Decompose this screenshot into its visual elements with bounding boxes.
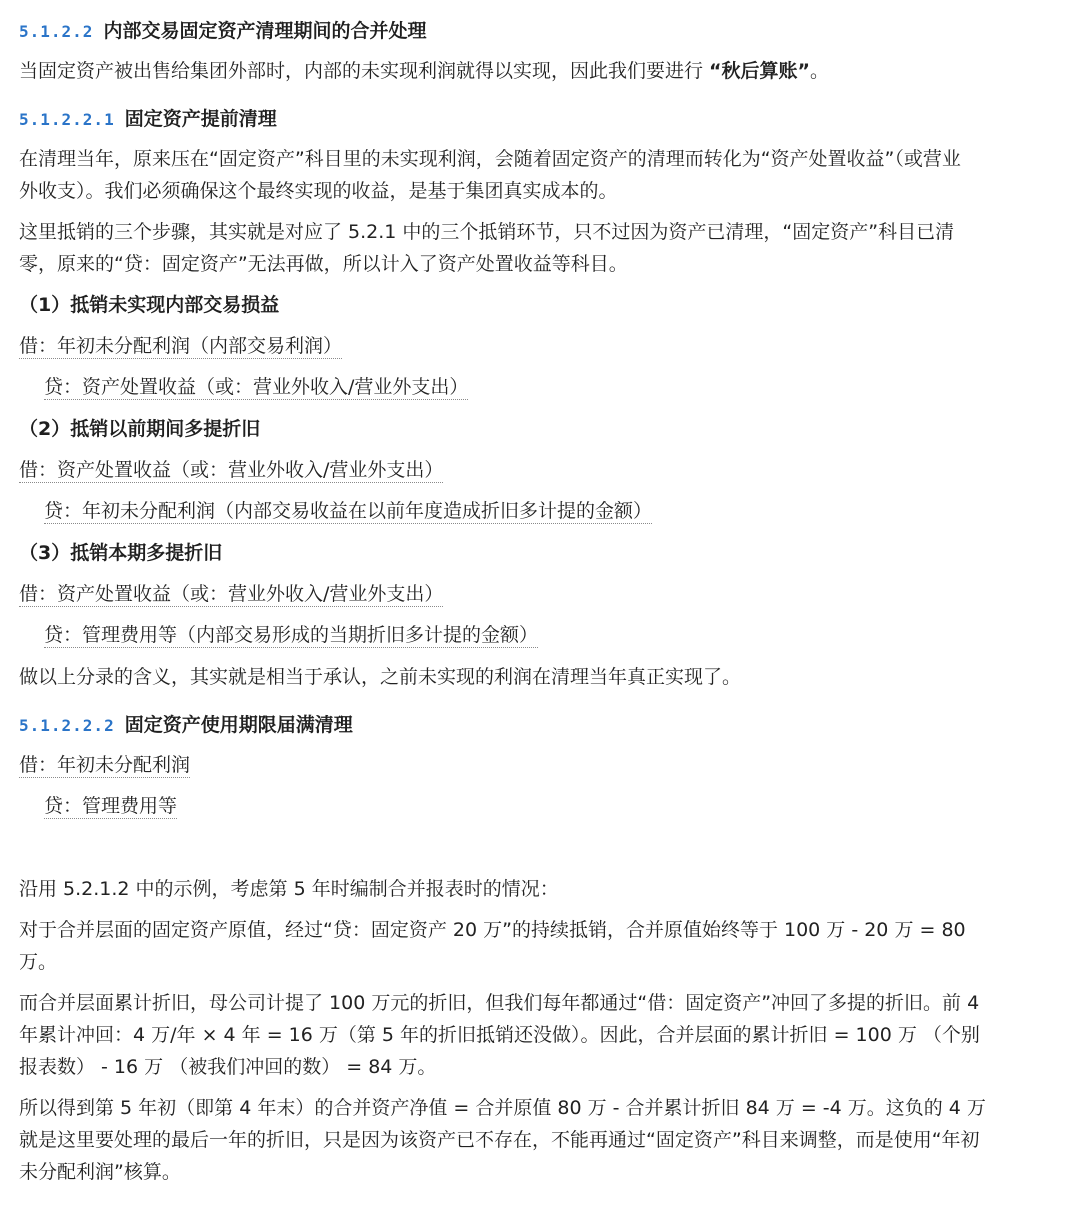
section-title: 固定资产使用期限届满清理 [124, 714, 353, 736]
paragraph-line: 对于合并层面的固定资产原值，经过“贷：固定资产 20 万”的持续抵销，合并原值始终等于 100 万 - 20 万 = 80 [19, 919, 966, 941]
paragraph-line: 所以得到第 5 年初（即第 4 年末）的合并资产净值 = 合并原值 80 万 - 合并累计折旧 84 万 = -4 万。这负的 4 万 [19, 1097, 986, 1119]
journal-credit: 贷：资产处置收益（或：营业外收入/营业外支出） [44, 376, 469, 398]
step-2-title: （2）抵销以前期间多提折旧 [19, 418, 261, 440]
journal-debit: 借：资产处置收益（或：营业外收入/营业外支出） [19, 459, 444, 481]
paragraph-line: 年累计冲回：4 万/年 × 4 年 = 16 万（第 5 年的折旧抵销还没做）。因此，合并层面的累计折旧 = 100 万 （个别 [19, 1024, 980, 1046]
section-title: 内部交易固定资产清理期间的合并处理 [103, 20, 427, 42]
paragraph-line: 在清理当年，原来压在“固定资产”科目里的未实现利润，会随着固定资产的清理而转化为“资产处置收益”（或营业 [19, 148, 961, 170]
journal-debit: 借：资产处置收益（或：营业外收入/营业外支出） [19, 583, 444, 605]
paragraph-line: 外收支）。我们必须确保这个最终实现的收益，是基于集团真实成本的。 [19, 180, 618, 202]
journal-debit: 借：年初未分配利润 [19, 754, 191, 776]
paragraph-line: 未分配利润”核算。 [19, 1161, 181, 1183]
paragraph-line: 这里抵销的三个步骤，其实就是对应了 5.2.1 中的三个抵销环节，只不过因为资产已清理，“固定资产”科目已清 [19, 221, 955, 243]
step-1-title: （1）抵销未实现内部交易损益 [19, 294, 280, 316]
paragraph-line: 报表数） - 16 万 （被我们冲回的数） = 84 万。 [19, 1056, 437, 1078]
paragraph-line: 做以上分录的含义，其实就是相当于承认，之前未实现的利润在清理当年真正实现了。 [19, 666, 742, 688]
section-title: 固定资产提前清理 [124, 108, 277, 130]
journal-credit: 贷：管理费用等（内部交易形成的当期折旧多计提的金额） [44, 624, 539, 646]
section-heading-5-1-2-2-1 [19, 107, 1040, 132]
section-heading-5-1-2-2-2 [19, 713, 1040, 738]
section-heading-5-1-2-2 [19, 19, 1040, 44]
paragraph-line: 而合并层面累计折旧，母公司计提了 100 万元的折旧，但我们每年都通过“借：固定资产”冲回了多提的折旧。前 4 [19, 992, 980, 1014]
intro-paragraph: 当固定资产被出售给集团外部时，内部的未实现利润就得以实现，因此我们要进行 “秋后算账”。 [19, 60, 830, 82]
paragraph-line: 就是这里要处理的最后一年的折旧，只是因为该资产已不存在，不能再通过“固定资产”科目来调整，而是使用“年初 [19, 1129, 980, 1151]
emphasis-text: “秋后算账” [709, 60, 811, 82]
section-number: 5.1.2.2.1 [19, 110, 115, 129]
step-3-title: （3）抵销本期多提折旧 [19, 542, 223, 564]
journal-credit: 贷：管理费用等 [44, 795, 178, 817]
paragraph-line: 零，原来的“贷：固定资产”无法再做，所以计入了资产处置收益等科目。 [19, 253, 628, 275]
journal-credit: 贷：年初未分配利润（内部交易收益在以前年度造成折旧多计提的金额） [44, 500, 653, 522]
section-number: 5.1.2.2.2 [19, 716, 115, 735]
journal-debit: 借：年初未分配利润（内部交易利润） [19, 335, 343, 357]
paragraph-line: 万。 [19, 951, 58, 973]
paragraph-line: 沿用 5.2.1.2 中的示例，考虑第 5 年时编制合并报表时的情况： [19, 878, 559, 900]
section-number: 5.1.2.2 [19, 22, 94, 41]
